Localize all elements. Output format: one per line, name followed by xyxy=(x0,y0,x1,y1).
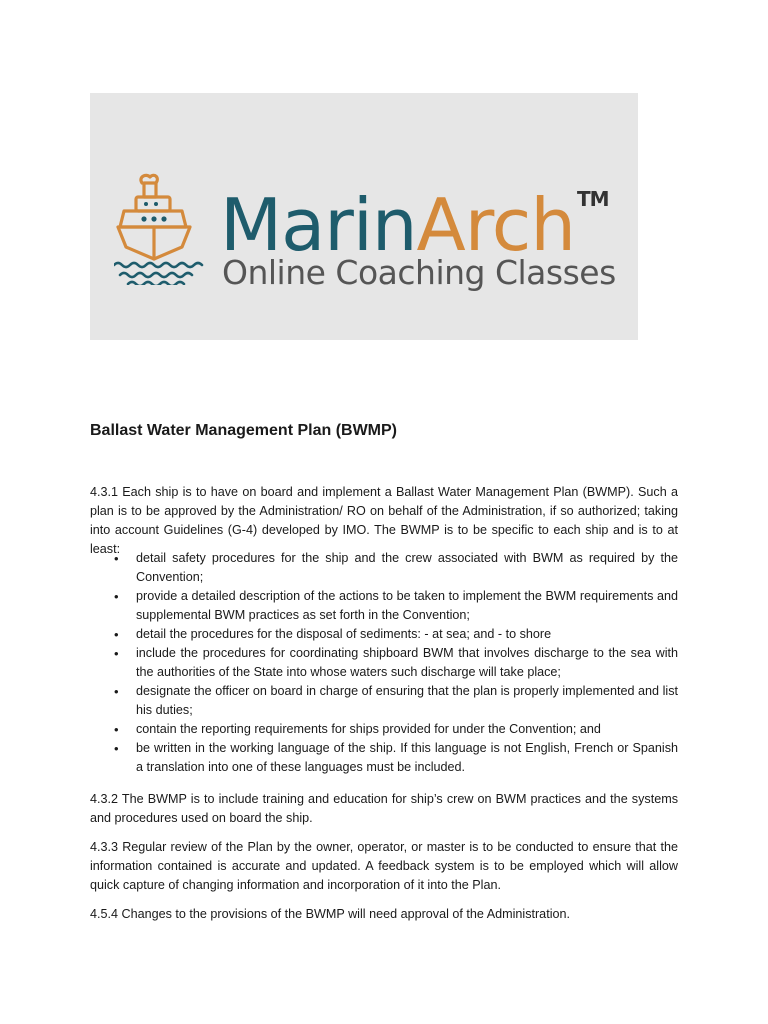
paragraph-454: 4.5.4 Changes to the provisions of the BWMP will need approval of the Administration. xyxy=(90,907,570,921)
logo-banner xyxy=(90,93,638,340)
brand-name xyxy=(220,157,609,267)
brand-arch: Arch xyxy=(416,183,575,267)
tagline: Online Coaching Classes xyxy=(222,253,616,292)
list-item: • be written in the working language of the ship. If this language is not English, French or Spanish a translation into one of these languages must be included. xyxy=(90,739,678,777)
ship-icon xyxy=(114,173,206,285)
list-item: • detail the procedures for the disposal of sediments: - at sea; and - to shore xyxy=(90,625,678,644)
paragraph-433: 4.3.3 Regular review of the Plan by the owner, operator, or master is to be conducted to ensure that the information contained is accurate and updated. A feedback system is to be employed which will allow quick capture of changing information and incorporation of it into the Plan. xyxy=(90,840,678,892)
brand-marin: Marin xyxy=(220,183,417,267)
list-item: • detail safety procedures for the ship and the crew associated with BWM as required by the Convention; xyxy=(90,549,678,587)
paragraph-431: 4.3.1 Each ship is to have on board and implement a Ballast Water Management Plan (BWMP). Such a plan is to be approved by the Administration/ RO on behalf of the Administration, if so authorized; taking into account Guidelines (G-4) developed by IMO. The BWMP is to be specific to each ship and is to at least: xyxy=(90,485,678,556)
list-item: • contain the reporting requirements for ships provided for under the Convention; and xyxy=(90,720,678,739)
requirements-list xyxy=(90,549,678,777)
trademark: TM xyxy=(576,187,609,211)
page-title: Ballast Water Management Plan (BWMP) xyxy=(90,422,398,439)
paragraph-432: 4.3.2 The BWMP is to include training and education for ship’s crew on BWM practices and the systems and procedures used on board the ship. xyxy=(90,792,678,825)
list-item: • provide a detailed description of the actions to be taken to implement the BWM requirements and supplemental BWM practices as set forth in the Convention; xyxy=(90,587,678,625)
list-item: • designate the officer on board in charge of ensuring that the plan is properly implemented and list his duties; xyxy=(90,682,678,720)
list-item: • include the procedures for coordinating shipboard BWM that involves discharge to the sea with the authorities of the State into whose waters such discharge will take place; xyxy=(90,644,678,682)
